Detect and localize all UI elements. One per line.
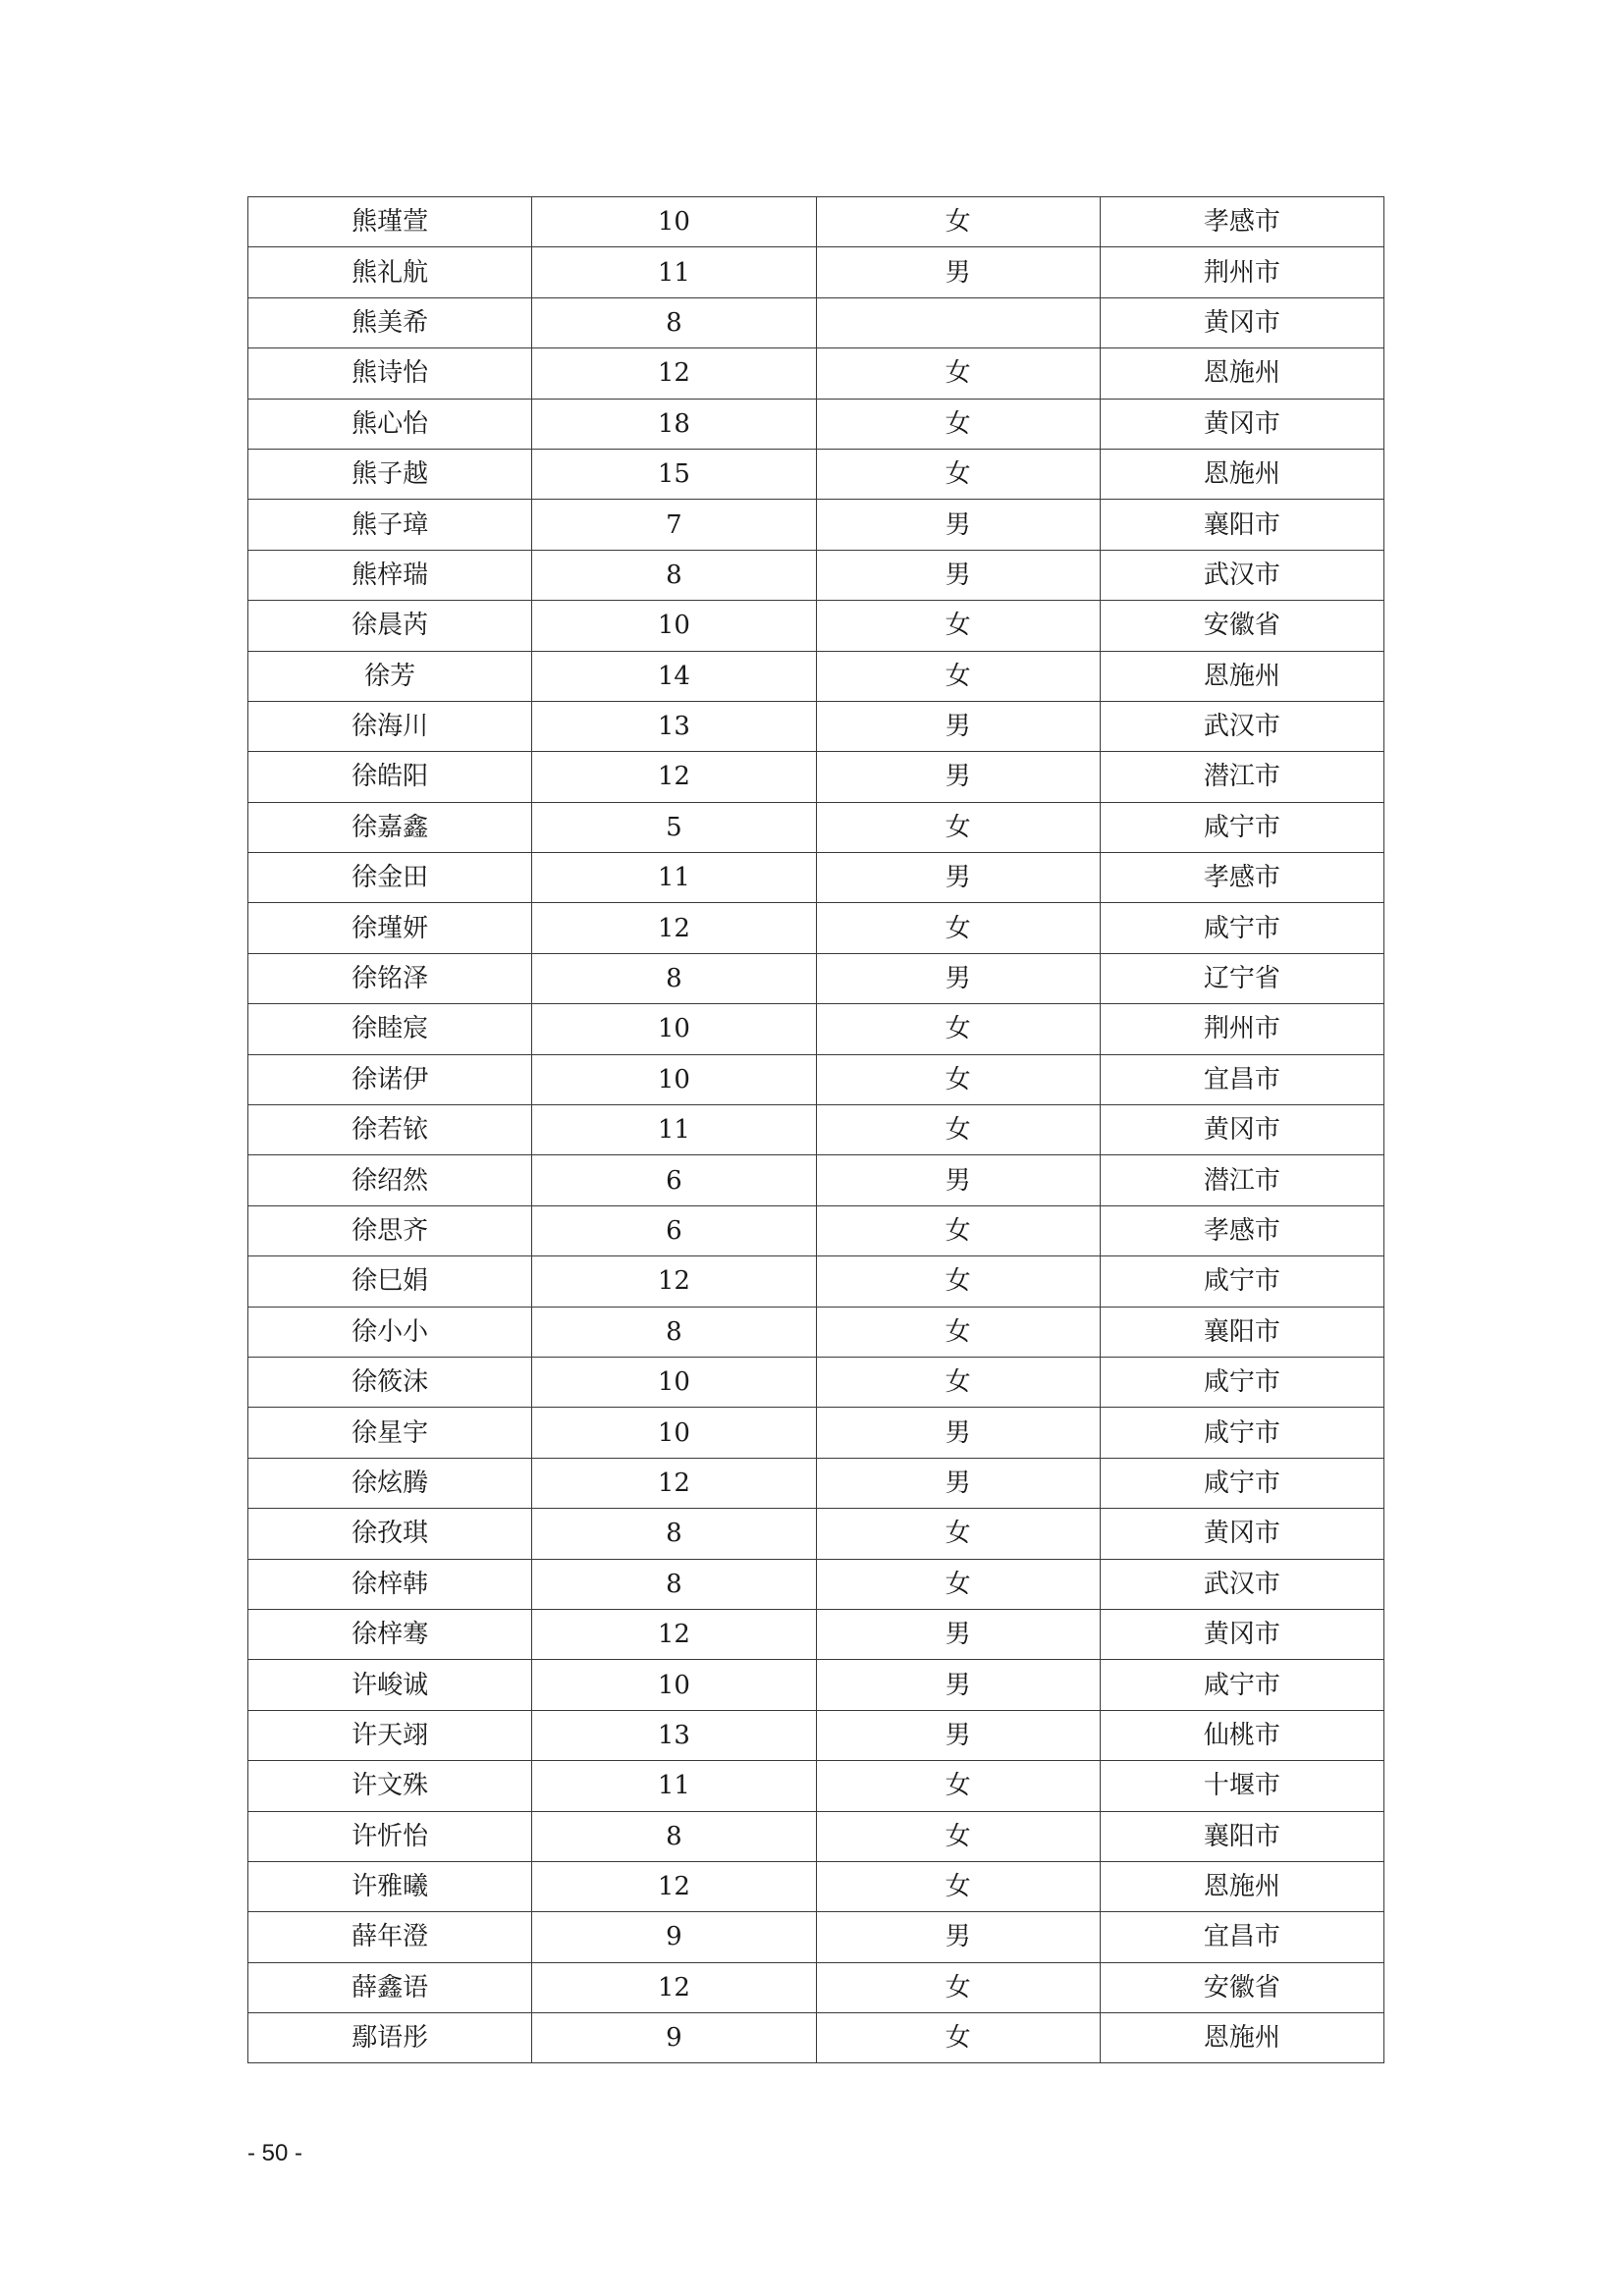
gender-cell: 女 [816, 1861, 1100, 1911]
age-cell: 10 [532, 1004, 816, 1054]
age-cell: 12 [532, 1861, 816, 1911]
age-cell: 12 [532, 348, 816, 399]
region-cell: 武汉市 [1100, 550, 1383, 600]
gender-cell: 男 [816, 752, 1100, 802]
age-cell: 13 [532, 701, 816, 751]
table-row [248, 1004, 1384, 1054]
region-cell: 恩施州 [1100, 2013, 1383, 2063]
table-row [248, 399, 1384, 449]
table-row [248, 1458, 1384, 1508]
gender-cell: 女 [816, 399, 1100, 449]
name-cell: 徐晨芮 [248, 601, 532, 651]
table-row [248, 1205, 1384, 1255]
name-cell: 许峻诚 [248, 1660, 532, 1710]
gender-cell: 男 [816, 1660, 1100, 1710]
age-cell: 10 [532, 1054, 816, 1104]
table-row [248, 449, 1384, 499]
region-cell: 安徽省 [1100, 601, 1383, 651]
age-cell: 15 [532, 449, 816, 499]
region-cell: 恩施州 [1100, 348, 1383, 399]
name-cell: 徐海川 [248, 701, 532, 751]
age-cell: 10 [532, 1660, 816, 1710]
table-row [248, 752, 1384, 802]
age-cell: 12 [532, 1609, 816, 1659]
name-cell: 徐瑾妍 [248, 903, 532, 953]
age-cell: 12 [532, 1962, 816, 2012]
region-cell: 咸宁市 [1100, 802, 1383, 852]
gender-cell: 女 [816, 1357, 1100, 1407]
gender-cell: 女 [816, 1004, 1100, 1054]
name-cell: 徐铭泽 [248, 953, 532, 1003]
table-row [248, 1105, 1384, 1155]
age-cell: 11 [532, 1761, 816, 1811]
table-row [248, 853, 1384, 903]
table-row [248, 348, 1384, 399]
table-row [248, 953, 1384, 1003]
table-row [248, 701, 1384, 751]
gender-cell: 男 [816, 1408, 1100, 1458]
name-cell: 徐巳娟 [248, 1256, 532, 1307]
name-cell: 徐炫腾 [248, 1458, 532, 1508]
table-row [248, 1155, 1384, 1205]
region-cell: 咸宁市 [1100, 1458, 1383, 1508]
gender-cell [816, 297, 1100, 347]
gender-cell: 女 [816, 2013, 1100, 2063]
gender-cell: 男 [816, 1609, 1100, 1659]
name-cell: 熊瑾萱 [248, 197, 532, 247]
name-cell: 徐小小 [248, 1307, 532, 1357]
region-cell: 武汉市 [1100, 701, 1383, 751]
region-cell: 武汉市 [1100, 1559, 1383, 1609]
region-cell: 辽宁省 [1100, 953, 1383, 1003]
region-cell: 仙桃市 [1100, 1710, 1383, 1760]
region-cell: 咸宁市 [1100, 1256, 1383, 1307]
region-cell: 潜江市 [1100, 752, 1383, 802]
region-cell: 黄冈市 [1100, 297, 1383, 347]
name-cell: 熊梓瑞 [248, 550, 532, 600]
gender-cell: 女 [816, 1054, 1100, 1104]
region-cell: 孝感市 [1100, 1205, 1383, 1255]
region-cell: 潜江市 [1100, 1155, 1383, 1205]
name-cell: 许文殊 [248, 1761, 532, 1811]
table-row [248, 1408, 1384, 1458]
gender-cell: 男 [816, 247, 1100, 297]
gender-cell: 男 [816, 1710, 1100, 1760]
table-row [248, 1761, 1384, 1811]
gender-cell: 男 [816, 500, 1100, 550]
age-cell: 8 [532, 297, 816, 347]
gender-cell: 女 [816, 903, 1100, 953]
table-row [248, 1054, 1384, 1104]
age-cell: 10 [532, 1357, 816, 1407]
age-cell: 6 [532, 1205, 816, 1255]
table-row [248, 802, 1384, 852]
name-cell: 熊诗怡 [248, 348, 532, 399]
table-row [248, 1861, 1384, 1911]
age-cell: 9 [532, 2013, 816, 2063]
gender-cell: 男 [816, 953, 1100, 1003]
age-cell: 8 [532, 1811, 816, 1861]
region-cell: 恩施州 [1100, 651, 1383, 701]
name-cell: 徐诺伊 [248, 1054, 532, 1104]
name-cell: 徐绍然 [248, 1155, 532, 1205]
name-cell: 徐筱沫 [248, 1357, 532, 1407]
region-cell: 黄冈市 [1100, 1105, 1383, 1155]
age-cell: 11 [532, 1105, 816, 1155]
gender-cell: 男 [816, 550, 1100, 600]
name-cell: 熊子越 [248, 449, 532, 499]
age-cell: 10 [532, 1408, 816, 1458]
table-row [248, 1811, 1384, 1861]
table-row [248, 500, 1384, 550]
region-cell: 黄冈市 [1100, 1509, 1383, 1559]
age-cell: 6 [532, 1155, 816, 1205]
table-row [248, 2013, 1384, 2063]
name-cell: 许雅曦 [248, 1861, 532, 1911]
table-row [248, 601, 1384, 651]
gender-cell: 女 [816, 1761, 1100, 1811]
table-row [248, 1912, 1384, 1962]
table-row [248, 1609, 1384, 1659]
table-row [248, 247, 1384, 297]
name-cell: 徐皓阳 [248, 752, 532, 802]
table-row [248, 1357, 1384, 1407]
gender-cell: 男 [816, 1912, 1100, 1962]
age-cell: 10 [532, 197, 816, 247]
age-cell: 13 [532, 1710, 816, 1760]
table-row [248, 1509, 1384, 1559]
age-cell: 8 [532, 550, 816, 600]
age-cell: 12 [532, 1256, 816, 1307]
age-cell: 12 [532, 1458, 816, 1508]
table-row [248, 197, 1384, 247]
gender-cell: 女 [816, 1811, 1100, 1861]
region-cell: 宜昌市 [1100, 1054, 1383, 1104]
gender-cell: 女 [816, 197, 1100, 247]
region-cell: 咸宁市 [1100, 1357, 1383, 1407]
gender-cell: 女 [816, 651, 1100, 701]
name-cell: 徐孜琪 [248, 1509, 532, 1559]
region-cell: 襄阳市 [1100, 1307, 1383, 1357]
name-cell: 许天翊 [248, 1710, 532, 1760]
roster-table [247, 196, 1384, 2063]
age-cell: 18 [532, 399, 816, 449]
gender-cell: 女 [816, 802, 1100, 852]
region-cell: 恩施州 [1100, 449, 1383, 499]
region-cell: 安徽省 [1100, 1962, 1383, 2012]
gender-cell: 男 [816, 1458, 1100, 1508]
table-row [248, 1962, 1384, 2012]
gender-cell: 女 [816, 348, 1100, 399]
table-row [248, 1710, 1384, 1760]
name-cell: 熊心怡 [248, 399, 532, 449]
age-cell: 8 [532, 953, 816, 1003]
gender-cell: 男 [816, 853, 1100, 903]
region-cell: 咸宁市 [1100, 1408, 1383, 1458]
age-cell: 8 [532, 1559, 816, 1609]
name-cell: 徐思齐 [248, 1205, 532, 1255]
name-cell: 熊子璋 [248, 500, 532, 550]
age-cell: 12 [532, 752, 816, 802]
age-cell: 12 [532, 903, 816, 953]
region-cell: 荆州市 [1100, 247, 1383, 297]
age-cell: 10 [532, 601, 816, 651]
page-number: - 50 - [247, 2140, 303, 2166]
gender-cell: 女 [816, 1509, 1100, 1559]
gender-cell: 女 [816, 1205, 1100, 1255]
gender-cell: 女 [816, 1307, 1100, 1357]
gender-cell: 男 [816, 701, 1100, 751]
name-cell: 薛鑫语 [248, 1962, 532, 2012]
name-cell: 徐芳 [248, 651, 532, 701]
region-cell: 恩施州 [1100, 1861, 1383, 1911]
table-row [248, 550, 1384, 600]
region-cell: 宜昌市 [1100, 1912, 1383, 1962]
age-cell: 5 [532, 802, 816, 852]
gender-cell: 女 [816, 601, 1100, 651]
region-cell: 荆州市 [1100, 1004, 1383, 1054]
table-row [248, 903, 1384, 953]
region-cell: 孝感市 [1100, 853, 1383, 903]
region-cell: 咸宁市 [1100, 903, 1383, 953]
name-cell: 徐梓骞 [248, 1609, 532, 1659]
region-cell: 黄冈市 [1100, 1609, 1383, 1659]
gender-cell: 女 [816, 1256, 1100, 1307]
gender-cell: 女 [816, 1105, 1100, 1155]
roster-table-body [248, 197, 1384, 2063]
name-cell: 许忻怡 [248, 1811, 532, 1861]
age-cell: 11 [532, 247, 816, 297]
name-cell: 徐若铱 [248, 1105, 532, 1155]
region-cell: 黄冈市 [1100, 399, 1383, 449]
table-row [248, 1307, 1384, 1357]
region-cell: 咸宁市 [1100, 1660, 1383, 1710]
name-cell: 徐金田 [248, 853, 532, 903]
age-cell: 8 [532, 1509, 816, 1559]
table-row [248, 1660, 1384, 1710]
gender-cell: 女 [816, 1962, 1100, 2012]
table-row [248, 1559, 1384, 1609]
name-cell: 鄢语彤 [248, 2013, 532, 2063]
gender-cell: 女 [816, 1559, 1100, 1609]
table-row [248, 297, 1384, 347]
region-cell: 襄阳市 [1100, 1811, 1383, 1861]
name-cell: 徐嘉鑫 [248, 802, 532, 852]
age-cell: 8 [532, 1307, 816, 1357]
table-row [248, 1256, 1384, 1307]
age-cell: 11 [532, 853, 816, 903]
age-cell: 14 [532, 651, 816, 701]
name-cell: 徐梓韩 [248, 1559, 532, 1609]
name-cell: 徐星宇 [248, 1408, 532, 1458]
region-cell: 十堰市 [1100, 1761, 1383, 1811]
region-cell: 孝感市 [1100, 197, 1383, 247]
name-cell: 熊礼航 [248, 247, 532, 297]
region-cell: 襄阳市 [1100, 500, 1383, 550]
age-cell: 9 [532, 1912, 816, 1962]
gender-cell: 男 [816, 1155, 1100, 1205]
name-cell: 薛年澄 [248, 1912, 532, 1962]
name-cell: 熊美希 [248, 297, 532, 347]
age-cell: 7 [532, 500, 816, 550]
name-cell: 徐睦宸 [248, 1004, 532, 1054]
table-row [248, 651, 1384, 701]
gender-cell: 女 [816, 449, 1100, 499]
